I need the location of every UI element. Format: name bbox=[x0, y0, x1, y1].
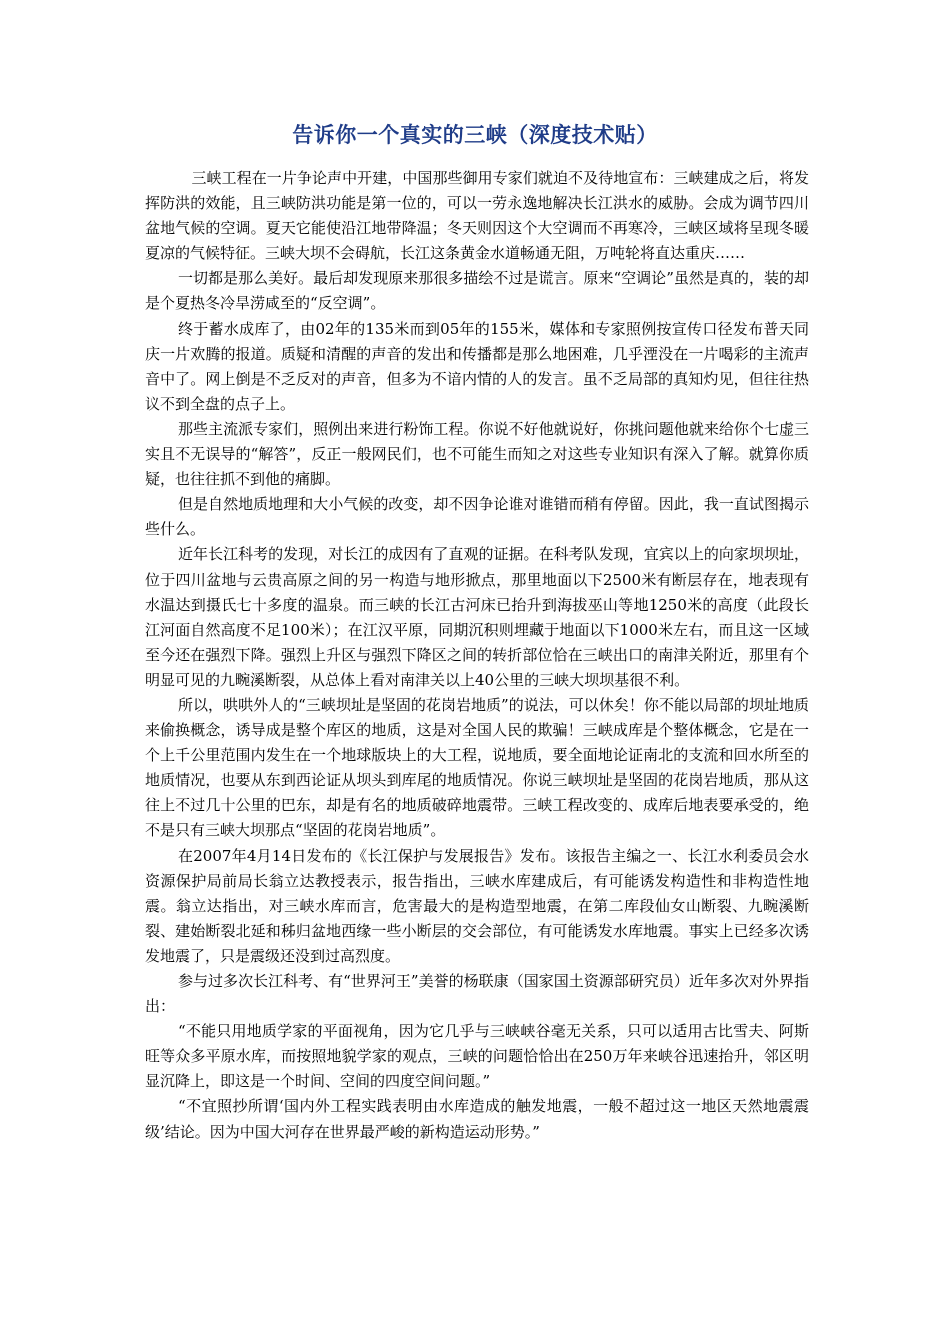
paragraph: 参与过多次长江科考、有“世界河王”美誉的杨联康（国家国土资源部研究员）近年多次对外界指出： bbox=[145, 972, 809, 1016]
paragraph: 在2007年4月14日发布的《长江保护与发展报告》发布。该报告主编之一、长江水利委员会水资源保护局前局长翁立达教授表示，报告指出，三峡水库建成后，有可能诱发构造性和非构造性地震。翁立达指出，对三峡水库而言，危害最大的是构造型地震，在第二库段仙女山断裂、九畹溪断裂、建始断裂北延和秭归盆地西缘一些小断层的交会部位，有可能诱发水库地震。事实上已经多次诱发地震了，只是震级还没到过高烈度。 bbox=[145, 846, 809, 965]
paragraph: 但是自然地质地理和大小气候的改变，却不因争论谁对谁错而稍有停留。因此，我一直试图揭示些什么。 bbox=[145, 495, 809, 539]
document-title: 告诉你一个真实的三峡（深度技术贴） bbox=[292, 122, 658, 147]
quote-paragraph: “不能只用地质学家的平面视角，因为它几乎与三峡峡谷毫无关系，只可以适用古比雪夫、阿斯旺等众多平原水库，而按照地貌学家的观点，三峡的问题恰恰出在250万年来峡谷迅速抬升，邻区明显沉降上，即这是一个时间、空间的四度空间问题。” bbox=[145, 1022, 809, 1091]
paragraph: 那些主流派专家们，照例出来进行粉饰工程。你说不好他就说好，你挑问题他就来给你个七虚三实且不无误导的“解答”，反正一般网民们，也不可能生而知之对这些专业知识有深入了解。就算你质疑，也往往抓不到他的痛脚。 bbox=[145, 419, 809, 489]
quote-paragraph: “不宜照抄所谓‘国内外工程实践表明由水库造成的触发地震，一般不超过这一地区天然地震震级’结论。因为中国大河存在世界最严峻的新构造运动形势。” bbox=[145, 1097, 809, 1141]
paragraph: 近年长江科考的发现，对长江的成因有了直观的证据。在科考队发现，宜宾以上的向家坝坝址，位于四川盆地与云贵高原之间的另一构造与地形掀点，那里地面以下2500米有断层存在，地表现有水温达到摄氏七十多度的温泉。而三峡的长江古河床已抬升到海拔巫山等地1250米的高度（此段长江河面自然高度不足100米）；在江汉平原，同期沉积则埋藏于地面以下1000米左右，而且这一区域至今还在强烈下降。强烈上升区与强烈下降区之间的转折部位恰在三峡出口的南津关附近，那里有个明显可见的九畹溪断裂，从总体上看对南津关以上40公里的三峡大坝坝基很不利。 bbox=[145, 545, 809, 689]
paragraph: 一切都是那么美好。最后却发现原来那很多描绘不过是谎言。原来“空调论”虽然是真的，装的却是个夏热冬冷旱涝咸至的“反空调”。 bbox=[145, 269, 809, 313]
paragraph: 所以，哄哄外人的“三峡坝址是坚固的花岗岩地质”的说法，可以休矣！你不能以局部的坝址地质来偷换概念，诱导成是整个库区的地质，这是对全国人民的欺骗！三峡成库是个整体概念，它是在一个上千公里范围内发生在一个地球版块上的大工程，说地质，要全面地论证南北的支流和回水所至的地质情况，也要从东到西论证从坝头到库尾的地质情况。你说三峡坝址是坚固的花岗岩地质，那从这往上不过几十公里的巴东，却是有名的地质破碎地震带。三峡工程改变的、成库后地表要承受的，绝不是只有三峡大坝那点“坚固的花岗岩地质”。 bbox=[145, 695, 809, 840]
document-body bbox=[145, 166, 809, 1145]
paragraph-intro: 三峡工程在一片争论声中开建，中国那些御用专家们就迫不及待地宣布：三峡建成之后，将发挥防洪的效能，且三峡防洪功能是第一位的，可以一劳永逸地解决长江洪水的威胁。会成为调节四川盆地气候的空调。夏天它能使沿江地带降温；冬天则因这个大空调而不再寒冷，三峡区域将呈现冬暖夏凉的气候特征。三峡大坝不会碍航，长江这条黄金水道畅通无阻，万吨轮将直达重庆…… bbox=[145, 169, 809, 263]
paragraph: 终于蓄水成库了，由02年的135米而到05年的155米，媒体和专家照例按宣传口径发布普天同庆一片欢腾的报道。质疑和清醒的声音的发出和传播都是那么地困难，几乎湮没在一片喝彩的主流声音中了。网上倒是不乏反对的声音，但多为不谙内情的人的发言。虽不乏局部的真知灼见，但往往热议不到全盘的点子上。 bbox=[145, 319, 809, 413]
